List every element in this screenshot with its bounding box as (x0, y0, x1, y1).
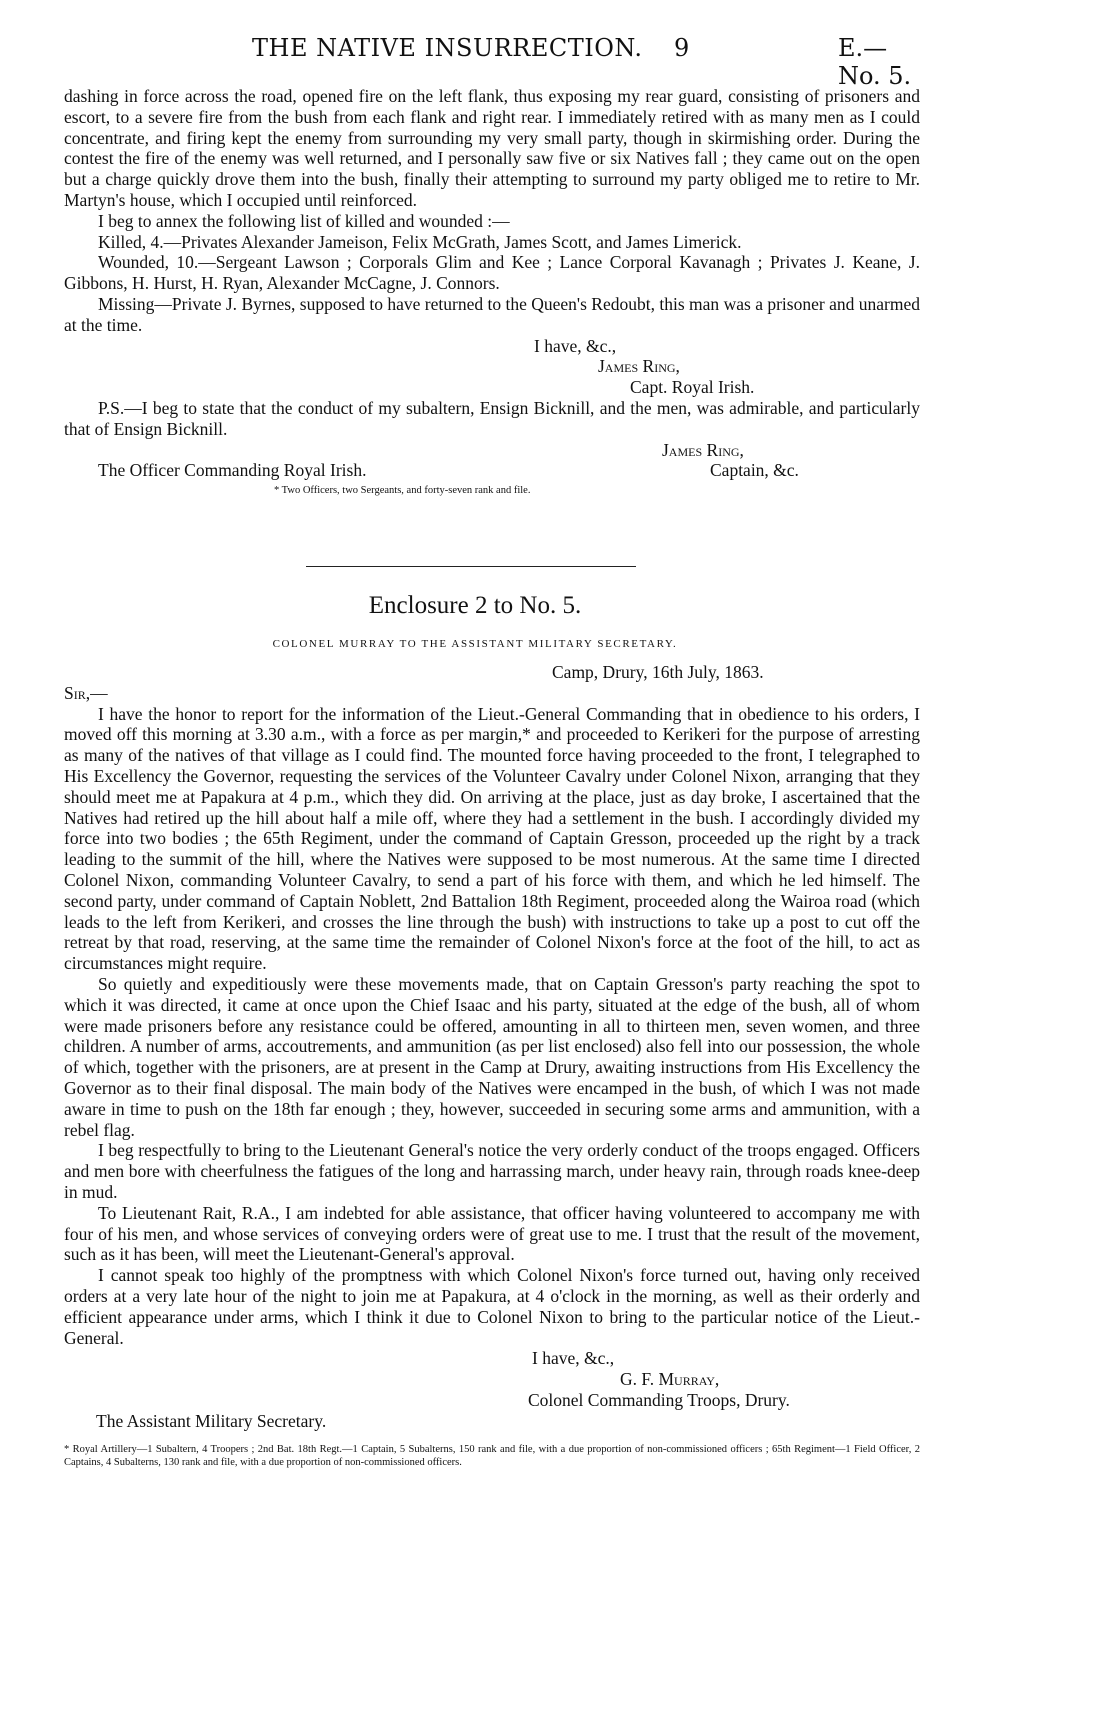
enclosure-paragraph: I beg respectfully to bring to the Lieutenant General's notice the very orderly conduct of the troops engaged. Officers and men bore with cheerfulness the fatigues of the long and harrassing march, under heavy rain, through roads knee-deep in mud. (64, 1140, 920, 1202)
killed-list: Killed, 4.—Privates Alexander Jameison, Felix McGrath, James Scott, and James Limerick. (98, 231, 742, 252)
letter1-paragraph: dashing in force across the road, opened fire on the left flank, thus exposing my rear guard, consisting of prisoners and escort, to a severe fire from the bush from each flank and right rear. I immediately retired with as many men as I could concentrate, and firing kept the enemy from surrounding my very small party, though in skirmishing order. During the contest the fire of the enemy was well returned, and I personally saw five or six Natives fall ; they came out on the open but a charge quickly drove them into the bush, finally their attempting to surround my party obliged me to retire to Mr. Martyn's house, which I occupied until reinforced. (64, 86, 920, 210)
place-date: Camp, Drury, 16th July, 1863. (552, 662, 764, 682)
ps-signer-name: James Ring, (662, 439, 744, 460)
header-title: THE NATIVE INSURRECTION. (252, 34, 643, 62)
running-header (30, 34, 920, 90)
footnote: * Royal Artillery—1 Subaltern, 4 Troopers ; 2nd Bat. 18th Regt.—1 Captain, 5 Subalterns, 150 rank and file, with a due proportion of non-commissioned officers ; 65th Regiment—1 Field Officer, 2 Captains, 4 Subalterns, 130 rank and file, with a due proportion of non-commissioned officers. (64, 1444, 920, 1469)
section-divider (306, 566, 636, 567)
signer-title: Capt. Royal Irish. (630, 377, 755, 398)
signer-name: G. F. Murray, (620, 1369, 720, 1390)
ps-signer-title: Captain, &c. (710, 460, 799, 481)
signer-title: Colonel Commanding Troops, Drury. (528, 1389, 790, 1410)
closing: I have, &c., (532, 1348, 615, 1369)
enclosure-heading: Enclosure 2 to No. 5. (368, 592, 582, 619)
postscript: P.S.—I beg to state that the conduct of my subaltern, Ensign Bicknill, and the men, was admirable, and particularly that of Ensign Bicknill. (64, 397, 920, 439)
letter-two (64, 662, 920, 1469)
salutation: Sir,— (64, 682, 108, 703)
wounded-list: Wounded, 10.—Sergeant Lawson ; Corporals Glim and Kee ; Lance Corporal Kavanagh ; Privates J. Keane, J. Gibbons, H. Hurst, H. Ryan, Alexander McCagne, J. Connors. (64, 252, 920, 294)
enclosure-from: COLONEL MURRAY TO THE ASSISTANT MILITARY SECRETARY. (272, 638, 678, 650)
enclosure-paragraph: I have the honor to report for the information of the Lieut.-General Commanding that in obedience to his orders, I moved off this morning at 3.30 a.m., with a force as per margin,* and proceeded to Kerikeri for the purpose of arresting as many of the natives of that village as I could find. The mounted force having proceeded to the front, I telegraphed to His Excellency the Governor, requesting the services of the Volunteer Cavalry under Colonel Nixon, arranging that they should meet me at Papakura at 4 p.m., which they did. On arriving at the place, just as day broke, I ascertained that the Natives had retired up the hill about half a mile off, where they had a settlement in the bush. I accordingly divided my force into two bodies ; the 65th Regiment, under the command of Captain Gresson, proceeded up the right by a track leading to the summit of the hill, where the Natives were supposed to be most numerous. At the same time I directed Colonel Nixon, commanding Volunteer Cavalry, to send a part of his force with them, and which he led himself. The second party, under command of Captain Noblett, 2nd Battalion 18th Regiment, proceeded along the Wairoa road (which leads to the left from Kerikeri, and crosses the line through the bush) with instructions to take up a post to cut off the retreat by that road, reserving, at the same time the remainder of Colonel Nixon's force at the foot of the hill, to act as circumstances might require. (64, 703, 920, 974)
footnote: * Two Officers, two Sergeants, and forty-seven rank and file. (274, 485, 531, 497)
page-number: 9 (674, 34, 690, 62)
addressee: The Assistant Military Secretary. (96, 1410, 327, 1431)
enclosure-paragraph: I cannot speak too highly of the promptness with which Colonel Nixon's force turned out, having only received orders at a very late hour of the night to join me at Papakura, at 4 o'clock in the morning, as well as their orderly and efficient appearance under arms, which I think it due to Colonel Nixon to bring to the particular notice of the Lieut.-General. (64, 1265, 920, 1348)
letter-one (64, 86, 920, 497)
missing-list: Missing—Private J. Byrnes, supposed to have returned to the Queen's Redoubt, this man was a prisoner and unarmed at the time. (64, 293, 920, 335)
closing: I have, &c., (534, 335, 617, 356)
enclosure-paragraph: To Lieutenant Rait, R.A., I am indebted for able assistance, that officer having volunteered to accompany me with four of his men, and whose services of conveying orders were of great use to me. I trust that the result of the movement, such as it has been, will meet the Lieutenant-General's approval. (64, 1202, 920, 1265)
signer-name: James Ring, (598, 356, 680, 377)
document-number: E.—No. 5. (838, 34, 912, 90)
enclosure-paragraph: So quietly and expeditiously were these movements made, that on Captain Gresson's party reaching the spot to which it was directed, it came at once upon the Chief Isaac and his party, situated at the edge of the bush, all of whom were made prisoners before any resistance could be offered, amounting in all to thirteen men, seven women, and three children. A number of arms, accoutrements, and ammunition (as per list enclosed) also fell into our possession, the whole of which, together with the prisoners, are at present in the Camp at Drury, awaiting instructions from His Excellency the Governor as to their final disposal. The main body of the Natives were encamped in the bush, of which I was not made aware in time to push on the 18th far enough ; they, however, succeeded in securing some arms and ammunition, with a rebel flag. (64, 973, 920, 1140)
addressee: The Officer Commanding Royal Irish. (98, 460, 367, 481)
annex-line: I beg to annex the following list of killed and wounded :— (98, 210, 510, 231)
